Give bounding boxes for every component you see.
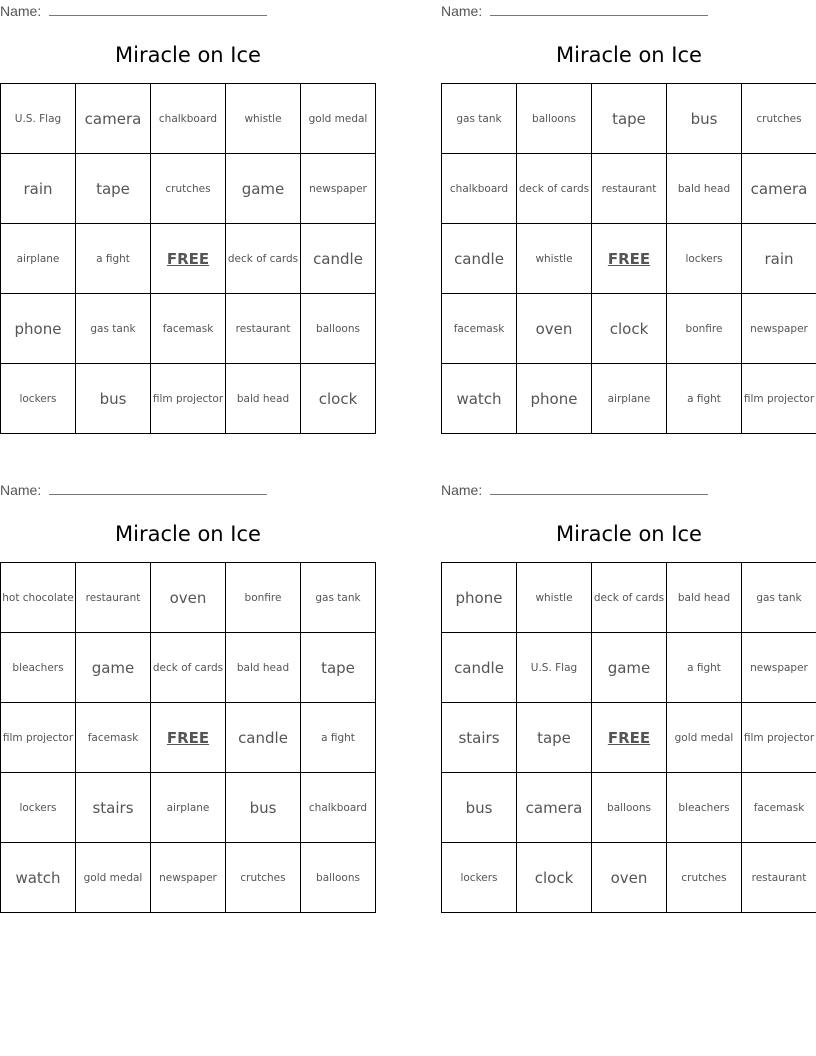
grid-row	[442, 294, 816, 364]
bingo-cell[interactable]: tape	[301, 633, 376, 703]
bingo-cell[interactable]: balloons	[301, 843, 376, 913]
bingo-cell[interactable]: camera	[517, 773, 592, 843]
bingo-cell[interactable]: oven	[151, 563, 226, 633]
grid-row	[442, 154, 816, 224]
grid-row	[442, 224, 816, 294]
grid-row	[1, 294, 376, 364]
bingo-cell[interactable]: newspaper	[301, 154, 376, 224]
bingo-cell[interactable]: restaurant	[742, 843, 816, 913]
bingo-cell[interactable]: U.S. Flag	[517, 633, 592, 703]
name-underline	[490, 480, 708, 495]
bingo-cell[interactable]: gold medal	[667, 703, 742, 773]
name-label: Name:	[441, 482, 487, 498]
bingo-cell[interactable]: gas tank	[301, 563, 376, 633]
bingo-cell[interactable]: balloons	[592, 773, 667, 843]
name-field[interactable]	[441, 1, 708, 20]
grid-row	[1, 364, 376, 434]
name-field[interactable]	[441, 480, 708, 499]
free-space-cell[interactable]: FREE	[592, 703, 667, 773]
bingo-cell[interactable]: candle	[442, 633, 517, 703]
bingo-cell[interactable]: whistle	[517, 224, 592, 294]
card-title: Miracle on Ice	[556, 43, 702, 67]
bingo-cell[interactable]: film projector	[742, 364, 816, 434]
bingo-cell[interactable]: lockers	[667, 224, 742, 294]
bingo-cell[interactable]: candle	[226, 703, 301, 773]
bingo-grid	[441, 562, 816, 913]
bingo-cell[interactable]: deck of cards	[151, 633, 226, 703]
bingo-cell[interactable]: clock	[592, 294, 667, 364]
bingo-cell[interactable]: whistle	[517, 563, 592, 633]
bingo-cell[interactable]: restaurant	[76, 563, 151, 633]
bingo-cell[interactable]: balloons	[301, 294, 376, 364]
grid-row	[442, 633, 816, 703]
bingo-cell[interactable]: restaurant	[592, 154, 667, 224]
bingo-cell[interactable]: bleachers	[1, 633, 76, 703]
grid-row	[442, 84, 816, 154]
bingo-cell[interactable]: facemask	[442, 294, 517, 364]
grid-row	[1, 843, 376, 913]
bingo-cell[interactable]: lockers	[1, 364, 76, 434]
bingo-cell[interactable]: bald head	[667, 154, 742, 224]
bingo-cell[interactable]: crutches	[226, 843, 301, 913]
bingo-cell[interactable]: chalkboard	[151, 84, 226, 154]
name-underline	[49, 1, 267, 16]
bingo-cell[interactable]: lockers	[442, 843, 517, 913]
bingo-cell[interactable]: phone	[442, 563, 517, 633]
bingo-cell[interactable]: gold medal	[301, 84, 376, 154]
bingo-cell[interactable]: candle	[442, 224, 517, 294]
bingo-cell[interactable]: a fight	[667, 633, 742, 703]
grid-row	[442, 364, 816, 434]
bingo-grid	[0, 562, 376, 913]
bingo-cell[interactable]: bleachers	[667, 773, 742, 843]
bingo-cell[interactable]: airplane	[151, 773, 226, 843]
bingo-cell[interactable]: deck of cards	[517, 154, 592, 224]
bingo-cell[interactable]: facemask	[742, 773, 816, 843]
bingo-cell[interactable]: bus	[226, 773, 301, 843]
bingo-cell[interactable]: game	[76, 633, 151, 703]
grid-row	[442, 773, 816, 843]
bingo-cell[interactable]: airplane	[1, 224, 76, 294]
bingo-cell[interactable]: game	[592, 633, 667, 703]
bingo-cell[interactable]: bus	[442, 773, 517, 843]
bingo-cell[interactable]: camera	[76, 84, 151, 154]
grid-row	[1, 224, 376, 294]
name-underline	[49, 480, 267, 495]
bingo-cell[interactable]: bonfire	[667, 294, 742, 364]
bingo-cell[interactable]: chalkboard	[301, 773, 376, 843]
card-title: Miracle on Ice	[115, 43, 261, 67]
bingo-cell[interactable]: oven	[592, 843, 667, 913]
bingo-cell[interactable]: bald head	[667, 563, 742, 633]
bingo-cell[interactable]: lockers	[1, 773, 76, 843]
bingo-grid	[441, 83, 816, 434]
grid-row	[1, 84, 376, 154]
bingo-cell[interactable]: whistle	[226, 84, 301, 154]
bingo-cell[interactable]: gas tank	[76, 294, 151, 364]
bingo-cell[interactable]: clock	[517, 843, 592, 913]
bingo-cell[interactable]: tape	[76, 154, 151, 224]
grid-row	[1, 773, 376, 843]
bingo-cell[interactable]: film projector	[151, 364, 226, 434]
bingo-cell[interactable]: newspaper	[742, 633, 816, 703]
free-space-cell[interactable]: FREE	[151, 224, 226, 294]
bingo-cell[interactable]: oven	[517, 294, 592, 364]
grid-row	[1, 563, 376, 633]
bingo-cell[interactable]: balloons	[517, 84, 592, 154]
grid-row	[1, 154, 376, 224]
bingo-cell[interactable]: bonfire	[226, 563, 301, 633]
bingo-cell[interactable]: newspaper	[742, 294, 816, 364]
bingo-cell[interactable]: newspaper	[151, 843, 226, 913]
bingo-cell[interactable]: hot chocolate	[1, 563, 76, 633]
card-title: Miracle on Ice	[115, 522, 261, 546]
free-space-cell[interactable]: FREE	[592, 224, 667, 294]
bingo-cell[interactable]: watch	[442, 364, 517, 434]
bingo-cell[interactable]: bus	[667, 84, 742, 154]
grid-row	[1, 703, 376, 773]
bingo-cell[interactable]: gold medal	[76, 843, 151, 913]
bingo-cell[interactable]: tape	[592, 84, 667, 154]
bingo-cell[interactable]: airplane	[592, 364, 667, 434]
name-label: Name:	[0, 482, 46, 498]
name-label: Name:	[0, 3, 46, 19]
bingo-cell[interactable]: rain	[1, 154, 76, 224]
bingo-cell[interactable]: chalkboard	[442, 154, 517, 224]
grid-row	[442, 703, 816, 773]
card-title: Miracle on Ice	[556, 522, 702, 546]
bingo-cell[interactable]: a fight	[76, 224, 151, 294]
grid-row	[442, 843, 816, 913]
bingo-cell[interactable]: deck of cards	[226, 224, 301, 294]
bingo-cell[interactable]: candle	[301, 224, 376, 294]
bingo-cell[interactable]: phone	[517, 364, 592, 434]
bingo-cell[interactable]: bald head	[226, 633, 301, 703]
name-field[interactable]	[0, 480, 267, 499]
bingo-cell[interactable]: clock	[301, 364, 376, 434]
bingo-cell[interactable]: crutches	[151, 154, 226, 224]
name-underline	[490, 1, 708, 16]
bingo-cell[interactable]: stairs	[442, 703, 517, 773]
bingo-cell[interactable]: stairs	[76, 773, 151, 843]
bingo-cell[interactable]: facemask	[76, 703, 151, 773]
bingo-cell[interactable]: tape	[517, 703, 592, 773]
name-label: Name:	[441, 3, 487, 19]
bingo-cell[interactable]: restaurant	[226, 294, 301, 364]
name-field[interactable]	[0, 1, 267, 20]
bingo-cell[interactable]: crutches	[667, 843, 742, 913]
bingo-cell[interactable]: rain	[742, 224, 816, 294]
bingo-cell[interactable]: bus	[76, 364, 151, 434]
bingo-cell[interactable]: watch	[1, 843, 76, 913]
bingo-cell[interactable]: facemask	[151, 294, 226, 364]
bingo-cell[interactable]: film projector	[742, 703, 816, 773]
bingo-cell[interactable]: bald head	[226, 364, 301, 434]
bingo-cell[interactable]: a fight	[301, 703, 376, 773]
bingo-cell[interactable]: deck of cards	[592, 563, 667, 633]
grid-row	[1, 633, 376, 703]
bingo-grid	[0, 83, 376, 434]
bingo-cell[interactable]: camera	[742, 154, 816, 224]
bingo-cell[interactable]: phone	[1, 294, 76, 364]
bingo-cell[interactable]: crutches	[742, 84, 816, 154]
bingo-cell[interactable]: U.S. Flag	[1, 84, 76, 154]
bingo-cell[interactable]: film projector	[1, 703, 76, 773]
bingo-cell[interactable]: a fight	[667, 364, 742, 434]
free-space-cell[interactable]: FREE	[151, 703, 226, 773]
bingo-cell[interactable]: gas tank	[742, 563, 816, 633]
bingo-cell[interactable]: gas tank	[442, 84, 517, 154]
bingo-cell[interactable]: game	[226, 154, 301, 224]
grid-row	[442, 563, 816, 633]
